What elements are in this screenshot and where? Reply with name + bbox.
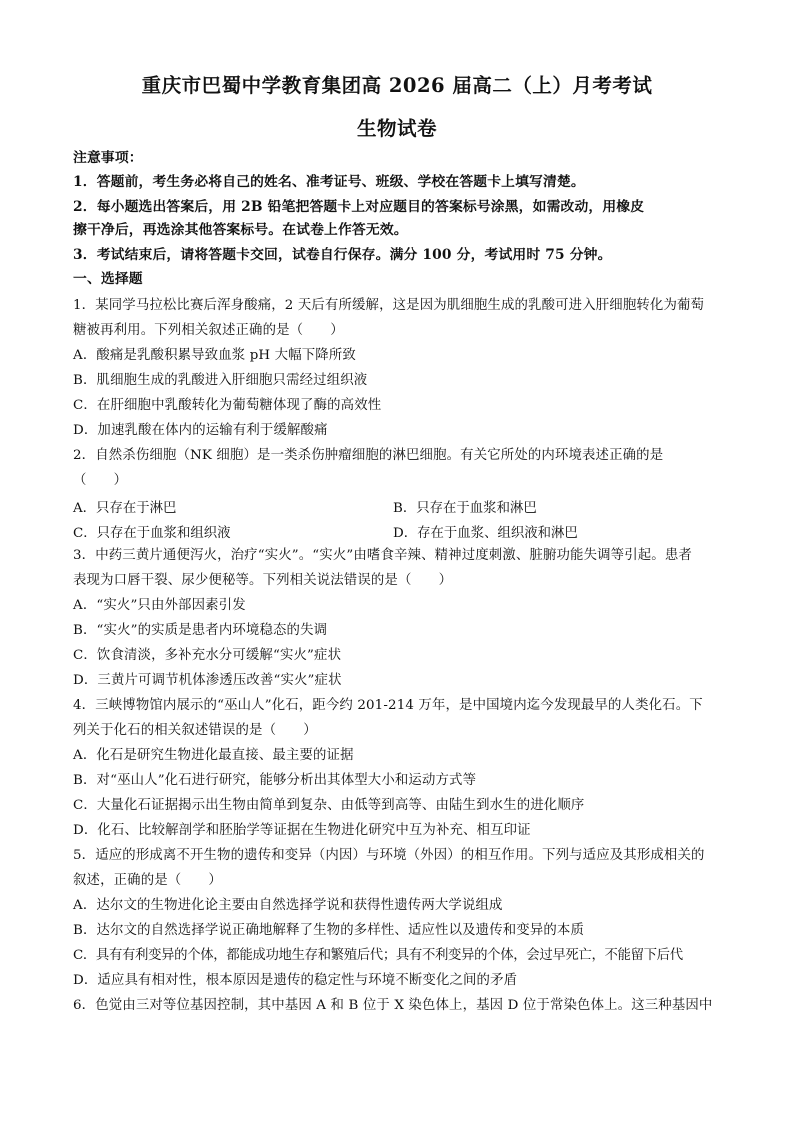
question-4-stem: 列关于化石的相关叙述错误的是（ ）: [73, 723, 317, 738]
question-3-stem: 表现为口唇干裂、尿少便秘等。下列相关说法错误的是（ ）: [73, 573, 453, 588]
question-3-option-d: D．三黄片可调节机体渗透压改善“实火”症状: [73, 673, 342, 688]
notice-item: 1．答题前，考生务必将自己的姓名、准考证号、班级、学校在答题卡上填写清楚。: [73, 174, 585, 190]
question-1-option-c: C．在肝细胞中乳酸转化为葡萄糖体现了酶的高效性: [73, 398, 382, 413]
question-4-option-a: A．化石是研究生物进化最直接、最主要的证据: [73, 748, 354, 763]
question-5-option-b: B．达尔文的自然选择学说正确地解释了生物的多样性、适应性以及遗传和变异的本质: [73, 923, 584, 938]
notice-item: 2．每小题选出答案后，用 2B 铅笔把答题卡上对应题目的答案标号涂黑，如需改动，用橡皮: [73, 199, 645, 215]
question-2-stem: 2．自然杀伤细胞（NK 细胞）是一类杀伤肿瘤细胞的淋巴细胞。有关它所处的内环境表述正确的是: [73, 448, 664, 463]
question-1-option-a: A．酸痛是乳酸积累导致血浆 pH 大幅下降所致: [73, 348, 356, 363]
question-1-option-b: B．肌细胞生成的乳酸进入肝细胞只需经过组织液: [73, 373, 368, 388]
question-3-option-b: B．“实火”的实质是患者内环境稳态的失调: [73, 623, 328, 638]
question-5-option-c: C．具有有利变异的个体，都能成功地生存和繁殖后代；具有不利变异的个体，会过早死亡，不能留下后代: [73, 948, 683, 963]
question-5-stem: 叙述，正确的是（ ）: [73, 873, 222, 888]
exam-subtitle: 生物试卷: [356, 117, 437, 140]
question-2-option-a: A．只存在于淋巴: [73, 501, 177, 516]
question-2-stem: （ ）: [73, 473, 128, 488]
question-3-option-c: C．饮食清淡，多补充水分可缓解“实火”症状: [73, 648, 342, 663]
question-4-option-d: D．化石、比较解剖学和胚胎学等证据在生物进化研究中互为补充、相互印证: [73, 823, 531, 838]
notice-item: 擦干净后，再选涂其他答案标号。在试卷上作答无效。: [73, 222, 408, 238]
question-2-options-row: [73, 522, 733, 539]
question-6-stem: 6．色觉由三对等位基因控制，其中基因 A 和 B 位于 X 染色体上，基因 D 位于常染色体上。这三种基因中: [73, 998, 713, 1013]
question-1-option-d: D．加速乳酸在体内的运输有利于缓解酸痛: [73, 423, 328, 438]
notice-heading: 注意事项：: [73, 150, 143, 166]
question-2-options-row: [73, 497, 733, 514]
question-4-option-b: B．对“巫山人”化石进行研究，能够分析出其体型大小和运动方式等: [73, 773, 477, 788]
notice-item: 3．考试结束后，请将答题卡交回，试卷自行保存。满分 100 分，考试用时 75 分钟。: [73, 247, 612, 263]
section-heading: 一、选择题: [73, 271, 143, 287]
question-5-option-a: A．达尔文的生物进化论主要由自然选择学说和获得性遗传两大学说组成: [73, 898, 503, 913]
question-3-option-a: A．“实火”只由外部因素引发: [73, 598, 246, 613]
question-2-option-d: D．存在于血浆、组织液和淋巴: [393, 526, 578, 541]
question-1-stem: 糖被再利用。下列相关叙述正确的是（ ）: [73, 323, 344, 338]
question-5-stem: 5．适应的形成离不开生物的遗传和变异（内因）与环境（外因）的相互作用。下列与适应及其形成相关的: [73, 848, 705, 863]
exam-title: 重庆市巴蜀中学教育集团高 2026 届高二（上）月考考试: [141, 74, 653, 97]
question-5-option-d: D．适应具有相对性，根本原因是遗传的稳定性与环境不断变化之间的矛盾: [73, 973, 518, 988]
question-1-stem: 1．某同学马拉松比赛后浑身酸痛，2 天后有所缓解，这是因为肌细胞生成的乳酸可进入肝细胞转化为葡萄: [73, 298, 705, 313]
question-3-stem: 3．中药三黄片通便泻火，治疗“实火”。“实火”由嗜食辛辣、精神过度刺激、脏腑功能失调等引起。患者: [73, 548, 692, 563]
question-2-option-b: B．只存在于血浆和淋巴: [393, 501, 537, 516]
question-4-stem: 4．三峡博物馆内展示的“巫山人”化石，距今约 201-214 万年，是中国境内迄今发现最早的人类化石。下: [73, 698, 703, 713]
question-2-option-c: C．只存在于血浆和组织液: [73, 526, 231, 541]
question-4-option-c: C．大量化石证据揭示出生物由简单到复杂、由低等到高等、由陆生到水生的进化顺序: [73, 798, 585, 813]
